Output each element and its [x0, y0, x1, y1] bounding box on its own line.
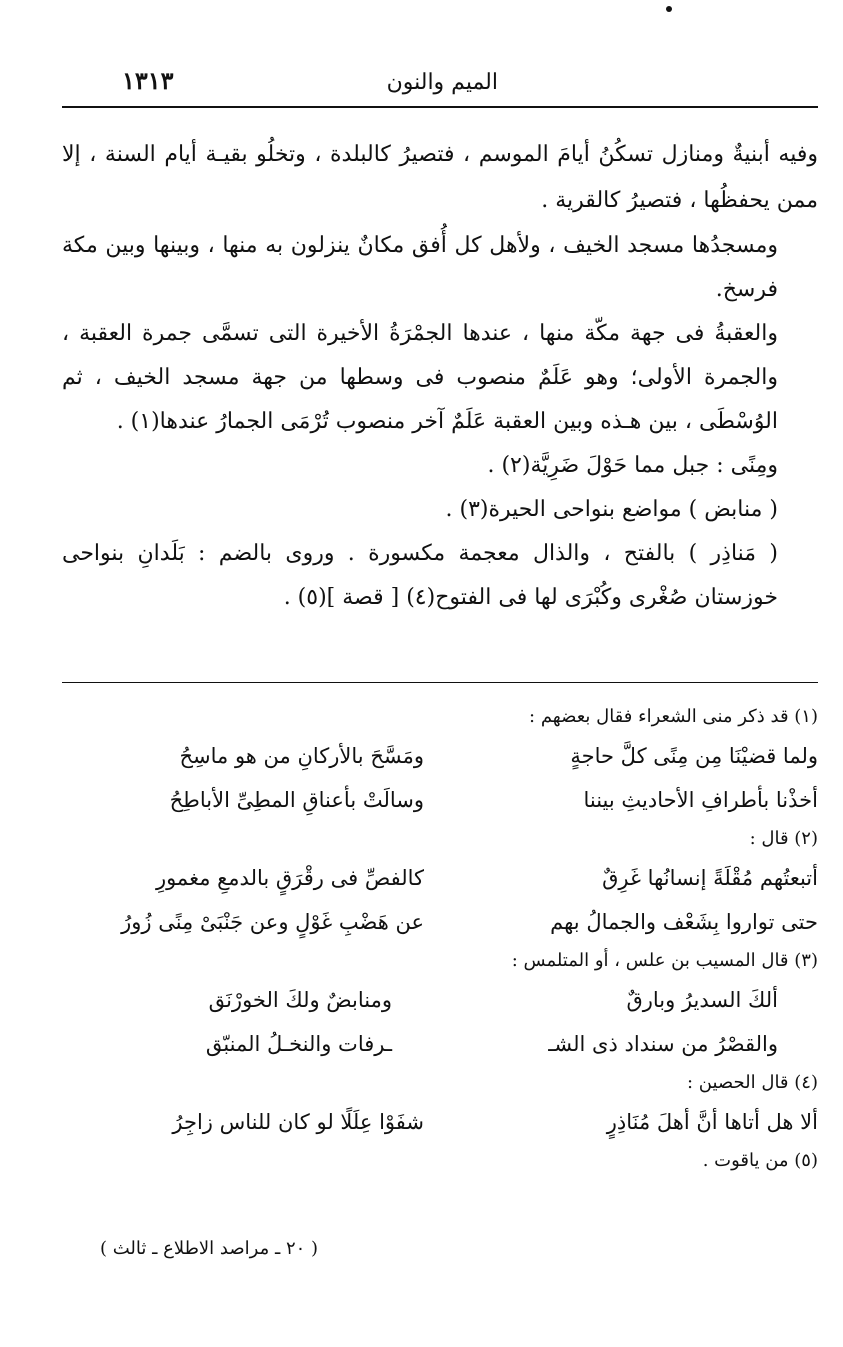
hemistich: أتبعتُهم مُقْلَةً إنسانُها غَرِقٌ — [602, 866, 818, 890]
page-number: ١٣١٣ — [122, 66, 174, 95]
printer-mark — [666, 6, 672, 12]
main-text — [62, 132, 818, 620]
hemistich: شفَوْا عِلَلًا لو كان للناس زاجِرُ — [172, 1110, 424, 1134]
footnote-1-head: (١) قد ذكر منى الشعراء فقال بعضهم : — [529, 706, 818, 727]
header-rule — [62, 106, 818, 108]
hemistich: كالفصِّ فى رقْرَقٍ بالدمعِ مغمورِ — [155, 866, 424, 890]
paragraph-buildings: وفيه أبنيةٌ ومنازل تسكُنُ أيامَ الموسم ، فتصيرُ كالبلدة ، وتخلُو بقيـة أيام السنة ، إلا ممن يحفظُها ، فتصيرُ كالقرية . — [62, 142, 818, 213]
hemistich: ـرفات والنخـلُ المنبّق — [205, 1032, 392, 1056]
page-header — [62, 58, 818, 98]
footnote-4-head: (٤) قال الحصين : — [687, 1072, 818, 1093]
hemistich: عن هَضْبِ غَوْلٍ وعن جَنْبَىْ مِنًى زُورُ — [121, 910, 424, 934]
paragraph-mina-mountain: ومِنًى : جبل مما حَوْلَ ضَرِيَّة(٢) . — [487, 453, 778, 478]
footnote-3-verse-2 — [62, 1022, 818, 1066]
footnote-3-head: (٣) قال المسيب بن علس ، أو المتلمس : — [511, 950, 818, 971]
hemistich: حتى تواروا بِشَعْف والجمالُ بهم — [550, 910, 818, 934]
footnote-divider — [62, 682, 818, 683]
footnote-1-verse-1 — [62, 734, 818, 778]
footnote-4-verse-1 — [62, 1100, 818, 1144]
footnote-1-verse-2 — [62, 778, 818, 822]
footnote-2-verse-1 — [62, 856, 818, 900]
printer-signature: ( ٢٠ ـ مراصد الاطلاع ـ ثالث ) — [100, 1238, 319, 1259]
footnote-3-verse-1 — [62, 978, 818, 1022]
footnote-2-head: (٢) قال : — [749, 828, 818, 849]
hemistich: وسالَتْ بأعناقِ المطِىِّ الأباطِحُ — [169, 788, 424, 812]
hemistich: والقصْرُ من سنداد ذى الشـ — [548, 1032, 778, 1056]
paragraph-mosque: ومسجدُها مسجد الخيف ، ولأهل كل أُفق مكانٌ ينزلون به منها ، وبينها وبين مكة فرسخ. — [62, 233, 778, 302]
hemistich: ومنابضٌ ولكَ الخورْنَق — [208, 988, 392, 1012]
running-title: الميم والنون — [386, 70, 498, 95]
hemistich: ومَسَّحَ بالأركانِ من هو ماسِحُ — [179, 744, 424, 768]
hemistich: ولما قضيْنَا مِن مِنًى كلَّ حاجةٍ — [570, 744, 818, 768]
hemistich: ألكَ السديرُ وبارقٌ — [626, 988, 778, 1012]
hemistich: ألا هل أتاها أنَّ أهلَ مُنَاذِرٍ — [606, 1110, 818, 1134]
paragraph-aqaba: والعقبةُ فى جهة مكّة منها ، عندها الجمْرَةُ الأخيرة التى تسمَّى جمرة العقبة ، والجمرة الأولى؛ وهو عَلَمٌ منصوب فى وسطها من جهة مسجد الخيف ، ثم الوُسْطَى ، بين هـذه وبين العقبة عَلَمٌ آخر منصوب تُرْمَى الجمارُ عندها(١) . — [62, 321, 778, 434]
footnote-2-verse-2 — [62, 900, 818, 944]
footnotes — [62, 700, 818, 1178]
entry-manadhir: ( مَناذِر ) بالفتح ، والذال معجمة مكسورة . وروى بالضم : بَلَدانِ بنواحى خوزستان صُغْرى وكُبْرَى لها فى الفتوح(٤) [ قصة ](٥) . — [62, 541, 778, 610]
hemistich: أخذْنا بأطرافِ الأحاديثِ بيننا — [583, 788, 818, 812]
entry-manabid: ( منابض ) مواضع بنواحى الحيرة(٣) . — [445, 497, 778, 522]
footnote-5-head: (٥) من ياقوت . — [702, 1150, 818, 1171]
